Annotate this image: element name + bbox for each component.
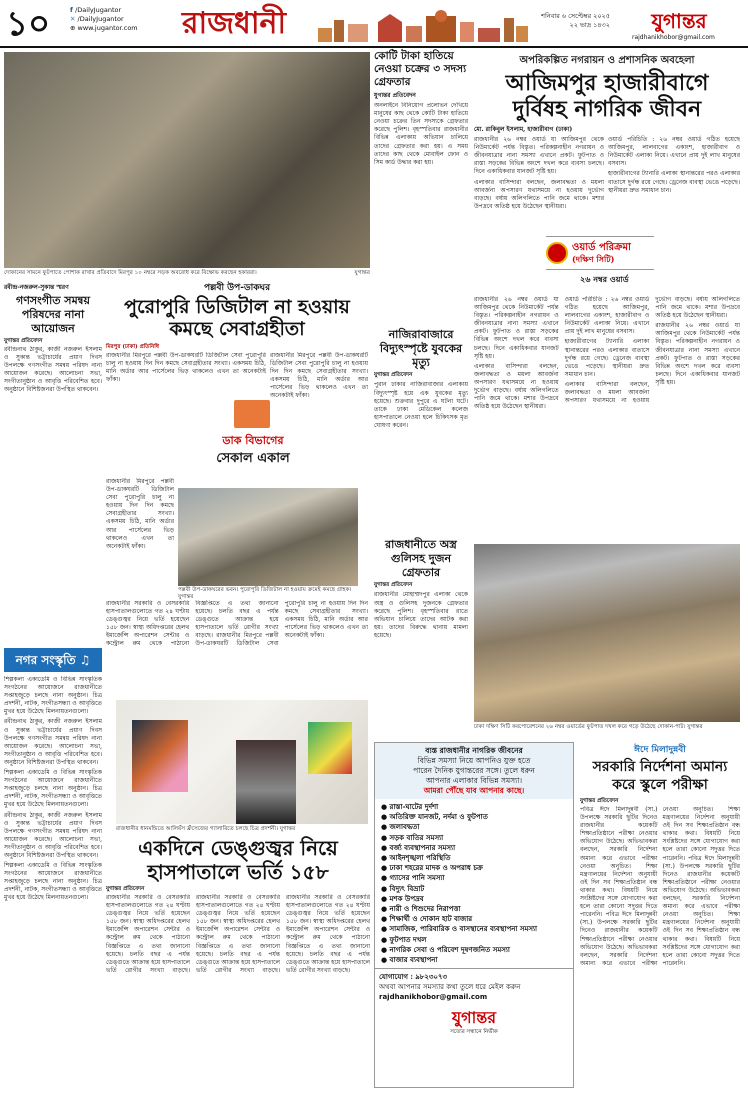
main-kicker: অপরিকল্পিত নগরায়ন ও প্রশাসনিক অবহেলা <box>519 55 695 66</box>
main-body-continued: রাজধানীর ২৬ নম্বর ওয়ার্ড যা আজিমপুর থেকে নিউমার্কেট পর্যন্ত বিস্তৃত। পরিকল্পনাহীন নগরায়ন ও জীবনযাত্রার নানা সমস্যা এখানে প্রকট। ফুটপাত ও রাস্তা সড়কের বিভিন্ন অংশে দখল করে ব্যবসা চলছে। দিনে একাধিকবার যানজট সৃষ্টি হয়। এলাকার বাসিন্দারা বলছেন, জলাবদ্ধতা ও ময়লা আবর্জনা অপসারণ যথাসময়ে না হওয়ায় দুর্ভোগ বাড়ছে। বর্ষায় অলিগলিতে পানি জমে থাকে। মশার উপদ্রবে অতিষ্ঠ হয়ে উঠেছেন স্থানীয়রা। ওয়ার্ড পরিচিতি : ২৬ নম্বর ওয়ার্ড গঠিত হয়েছে আজিমপুর, লালবাগের একাংশ, হাজারীবাগ ও নিউমার্কেট এলাকা নিয়ে। এখানে প্রায় দুই লাখ মানুষের বসবাস। হাজারীবাগের ট্যানারি এলাকা স্থানান্তরের পরও এলাকার বাতাসে দুর্গন্ধ রয়ে গেছে। ড্রেনেজ ব্যবস্থা ভেঙে পড়েছে। স্থানীয়রা দ্রুত সমাধান চান। এলাকার বাসিন্দারা বলছেন, জলাবদ্ধতা ও ময়লা আবর্জনা অপসারণ যথাসময়ে না হওয়ায় দুর্ভোগ বাড়ছে। বর্ষায় অলিগলিতে পানি জমে থাকে। মশার উপদ্রবে অতিষ্ঠ হয়ে উঠেছেন স্থানীয়রা। রাজধানীর ২৬ নম্বর ওয়ার্ড যা আজিমপুর থেকে নিউমার্কেট পর্যন্ত বিস্তৃত। পরিকল্পনাহীন নগরায়ন ও জীবনযাত্রার নানা সমস্যা এখানে প্রকট। ফুটপাত ও রাস্তা সড়কের বিভিন্ন অংশে দখল করে ব্যবসা চলছে। দিনে একাধিকবার যানজট সৃষ্টি হয়। <box>474 296 740 411</box>
main-body-2: এলাকার বাসিন্দারা বলছেন, জলাবদ্ধতা ও ময়লা আবর্জনা অপসারণ যথাসময়ে না হওয়ায় দুর্ভোগ বাড়ছে। বর্ষায় অলিগলিতে পানি জমে থাকে। মশার উপদ্রবে অতিষ্ঠ হয়ে উঠেছেন স্থানীয়রা। <box>474 178 604 210</box>
header-email: rajdhanikhobor@gmail.com <box>632 34 715 41</box>
header-divider <box>0 46 748 48</box>
gano-headline: গণসংগীত সমন্বয় পরিষদের নানা আয়োজন <box>16 294 90 336</box>
list-item: ● বিদ্যুৎ বিভ্রাট <box>381 883 425 893</box>
guns-headline: রাজধানীতে অস্ত্র গুলিসহ দুজন গ্রেফতার <box>385 538 457 579</box>
post-body: রাজধানীর মিরপুরে পল্লবী উপ-ডাকঘরটি ডিজিটাল সেবা পুরোপুরি চালু না হওয়ায় দিন দিন কমছে সেবাগ্রহীতার সংখ্যা। একসময় চিঠি, মানি অর্ডার আর পার্সেলের ভিড় থাকলেও এখন তা অনেকটাই ফাঁকা। <box>106 352 266 384</box>
main-body-3: ওয়ার্ড পরিচিতি : ২৬ নম্বর ওয়ার্ড গঠিত হয়েছে আজিমপুর, লালবাগের একাংশ, হাজারীবাগ ও নিউমার্কেট এলাকা নিয়ে। এখানে প্রায় দুই লাখ মানুষের বসবাস। <box>608 136 740 168</box>
page-number: ১০ <box>6 4 51 44</box>
facebook-link[interactable]: f /DailyJugantor <box>70 6 122 14</box>
post-body-2: রাজধানীর মিরপুরে পল্লবী উপ-ডাকঘরটি ডিজিটাল সেবা পুরোপুরি চালু না হওয়ায় দিন দিন কমছে সেবাগ্রহীতার সংখ্যা। একসময় চিঠি, মানি অর্ডার আর পার্সেলের ভিড় থাকলেও এখন তা অনেকটাই ফাঁকা। <box>270 352 368 400</box>
main-byline: মো. রাকিবুল ইসলাম, হাজারীবাগ (ঢাকা) <box>474 126 573 133</box>
list-item: ● রাস্তা-ঘাটের দুর্দশা <box>381 802 439 811</box>
school-byline: যুগান্তর প্রতিবেদন <box>580 798 619 804</box>
post-office-icon <box>234 400 270 428</box>
list-item: ● ফুটপাত দখল <box>381 934 427 944</box>
sanskriti-banner: নগর সংস্কৃতি ♫ <box>4 648 102 672</box>
protest-photo-caption: দোকানের সামনে ফুটপাতে পোশাক রাখার প্রতিবাদে মিরপুর ১০ নম্বরে সড়ক অবরোধ করে বিক্ষোভ করছেন হকাররা। যুগান্তর <box>4 270 370 276</box>
list-item: ● বাজার ব্যবস্থাপনা <box>381 955 438 965</box>
list-item: ● শিক্ষার্থী ও দোকান হাট বাজার <box>381 914 473 924</box>
dengue-headline: একদিনে ডেঙ্গুজ্বর নিয়ে হাসপাতালে ভর্তি ১৫৮ <box>138 836 338 884</box>
list-item: ● ঢাকা শহরের মাদক ও অপরাধ চক্র <box>381 863 483 873</box>
sanskriti-body: শিল্পকলা একাডেমি ও বিভিন্ন সাংস্কৃতিক সংগঠনের আয়োজনে রাজধানীতে সপ্তাহজুড়ে চলছে নানা অনুষ্ঠান। চিত্র প্রদর্শনী, নাটক, সংগীতসন্ধ্যা ও আবৃত্তিতে মুখর হয়ে উঠেছে মিলনায়তনগুলো। রবীন্দ্রনাথ ঠাকুর, কাজী নজরুল ইসলাম ও সুকান্ত ভট্টাচার্যের প্রয়াণ দিবস উপলক্ষে গণসংগীত সমন্বয় পরিষদ নানা আয়োজন করেছে। আলোচনা সভা, সংগীতানুষ্ঠান ও আবৃত্তি পরিবেশিত হবে। অনুষ্ঠানে বিশিষ্টজনরা উপস্থিত থাকবেন। শিল্পকলা একাডেমি ও বিভিন্ন সাংস্কৃতিক সংগঠনের আয়োজনে রাজধানীতে সপ্তাহজুড়ে চলছে নানা অনুষ্ঠান। চিত্র প্রদর্শনী, নাটক, সংগীতসন্ধ্যা ও আবৃত্তিতে মুখর হয়ে উঠেছে মিলনায়তনগুলো। রবীন্দ্রনাথ ঠাকুর, কাজী নজরুল ইসলাম ও সুকান্ত ভট্টাচার্যের প্রয়াণ দিবস উপলক্ষে গণসংগীত সমন্বয় পরিষদ নানা আয়োজন করেছে। আলোচনা সভা, সংগীতানুষ্ঠান ও আবৃত্তি পরিবেশিত হবে। অনুষ্ঠানে বিশিষ্টজনরা উপস্থিত থাকবেন। শিল্পকলা একাডেমি ও বিভিন্ন সাংস্কৃতিক সংগঠনের আয়োজনে রাজধানীতে সপ্তাহজুড়ে চলছে নানা অনুষ্ঠান। চিত্র প্রদর্শনী, নাটক, সংগীতসন্ধ্যা ও আবৃত্তিতে মুখর হয়ে উঠেছে মিলনায়তনগুলো। <box>4 676 102 902</box>
list-item: ● সামাজিক, পারিবারিক ও বাসস্থানের ব্যবস্থাপনা সমস্যা <box>381 924 538 934</box>
section-title: রাজধানী <box>182 6 287 41</box>
callout-intro: ব্যস্ত রাজধানীর নাগরিক জীবনের বিভিন্ন সমস্যা নিয়ে আপনিও যুক্ত হতে পারেন দৈনিক যুগান্তরের সঙ্গে। তুলে ধরুন আপনার এলাকার বিভিন্ন সমস্যা। আমরা পৌঁছে যাব আপনার কাছে। <box>375 743 573 799</box>
death-headline: নাজিরাবাজারে বিদ্যুৎস্পৃষ্টে যুবকের মৃত্যু <box>379 328 463 369</box>
list-item: ● আইনশৃঙ্খলা পরিস্থিতি <box>381 853 451 863</box>
arrest-byline: যুগান্তর প্রতিবেদন <box>374 92 416 99</box>
list-item: ● মশক উপদ্রব <box>381 893 424 903</box>
school-headline: সরকারি নির্দেশনা অমান্য করে স্কুলে পরীক্ষা <box>592 759 728 793</box>
death-byline: যুগান্তর প্রতিবেদন <box>374 372 413 378</box>
ward-photo-caption: ঢাকা দক্ষিণ সিটি করপোরেশনের ২৬ নম্বর ওয়ার্ডের ফুটপাত দখল করে গড়ে উঠেছে দোকান-পাট। যুগান্তর <box>474 724 703 730</box>
dengue-byline: যুগান্তর প্রতিবেদন <box>106 886 145 892</box>
gano-body: রবীন্দ্রনাথ ঠাকুর, কাজী নজরুল ইসলাম ও সুকান্ত ভট্টাচার্যের প্রয়াণ দিবস উপলক্ষে গণসংগীত সমন্বয় পরিষদ নানা আয়োজন করেছে। আলোচনা সভা, সংগীতানুষ্ঠান ও আবৃত্তি পরিবেশিত হবে। অনুষ্ঠানে বিশিষ্টজনরা উপস্থিত থাকবেন। <box>4 345 102 393</box>
callout-contact: যোগাযোগ : ৯৮২৩০৭৩ অথবা আপনার সমস্যার কথা তুলে ধরে মেইল করুন rajdhanikhobor@gmail.com <box>375 968 573 1005</box>
reader-callout-box <box>374 742 574 1088</box>
post-body-4: রাজধানীর সরকারি ও বেসরকারি হাসপাতালগুলোতে গত ২৪ ঘণ্টায় ডেঙ্গুজ্বর নিয়ে ভর্তি হয়েছেন ১৫৮ জন। স্বাস্থ্য অধিদপ্তরের হেলথ ইমার্জেন্সি অপারেশন সেন্টার ও কন্ট্রোল রুম থেকে পাঠানো বিজ্ঞপ্তিতে এ তথ্য জানানো হয়েছে। চলতি বছর এ পর্যন্ত ডেঙ্গুতে আক্রান্ত হয়ে হাসপাতালে ভর্তি রোগীর সংখ্যা বাড়ছে। রাজধানীর মিরপুরে পল্লবী উপ-ডাকঘরটি ডিজিটাল সেবা পুরোপুরি চালু না হওয়ায় দিন দিন কমছে সেবাগ্রহীতার সংখ্যা। একসময় চিঠি, মানি অর্ডার আর পার্সেলের ভিড় থাকলেও এখন তা অনেকটাই ফাঁকা। <box>106 600 368 648</box>
contact-email[interactable]: rajdhanikhobor@gmail.com <box>379 993 488 1002</box>
arrest-body: অনলাইনে বিনিয়োগ প্রলোভন দেখিয়ে মানুষের কাছ থেকে কোটি টাকা হাতিয়ে নেওয়া চক্রের তিন সদস্যকে গ্রেফতার করেছে পুলিশ। বৃহস্পতিবার রাজধানীর বিভিন্ন এলাকায় অভিযান চালিয়ে তাদের গ্রেফতার করা হয়। এ সময় তাদের কাছ থেকে মোবাইল ফোন ও সিম কার্ড উদ্ধার করা হয়। <box>374 102 468 166</box>
list-item: ● জলাবদ্ধতা <box>381 822 420 832</box>
jugantor-logo: যুগান্তর <box>651 9 707 33</box>
list-item: ● নাগরিক সেবা ও পরিবেশ দূষণজনিত সমস্যা <box>381 944 510 954</box>
twitter-link[interactable]: ✕ /DailyJugantor <box>70 15 124 23</box>
callout-footer-logo: যুগান্তর সত্যের সন্ধানে নির্ভীক <box>450 1008 498 1035</box>
list-item: ● অতিরিক্ত যানজট, নর্দমা ও ফুটপাত <box>381 812 488 822</box>
main-body-1: রাজধানীর ২৬ নম্বর ওয়ার্ড যা আজিমপুর থেকে নিউমার্কেট পর্যন্ত বিস্তৃত। পরিকল্পনাহীন নগরায়ন ও জীবনযাত্রার নানা সমস্যা এখানে প্রকট। ফুটপাত ও রাস্তা সড়কের বিভিন্ন অংশে দখল করে ব্যবসা চলছে। দিনে একাধিকবার যানজট সৃষ্টি হয়। <box>474 136 604 176</box>
dhaka-skyline-illustration <box>318 8 528 42</box>
ward-number: ২৬ নম্বর ওয়ার্ড <box>580 274 629 284</box>
website-link[interactable]: ⊕ www.jugantor.com <box>70 24 138 32</box>
post-headline: পুরোপুরি ডিজিটাল না হওয়ায় কমছে সেবাগ্রহীতা <box>124 296 350 340</box>
callout-problem-list <box>375 799 573 968</box>
date-line: শনিবার ৬ সেপ্টেম্বর ২০২৫ ২২ ভাদ্র ১৪৩২ <box>541 12 610 29</box>
city-emblem-icon <box>546 242 568 264</box>
globe-icon: ⊕ <box>70 24 78 32</box>
gano-kicker: রবীন্দ্র-নজরুল-সুকান্ত স্মরণ <box>4 284 69 291</box>
arrest-headline: কোটি টাকা হাতিয়ে নেওয়া চক্রের ৩ সদস্য গ্রেফতার <box>374 50 467 88</box>
death-story <box>374 328 468 551</box>
painting <box>132 720 188 792</box>
list-item: ● নারী ও শিশুদের নিরাপত্তা <box>381 904 461 914</box>
social-links <box>70 6 138 33</box>
contact-phone[interactable]: ৯৮২৩০৭৩ <box>415 972 448 982</box>
death-body: পুরান ঢাকার নাজিরাবাজার এলাকায় বিদ্যুৎস্পৃষ্ট হয়ে এক যুবকের মৃত্যু হয়েছে। শুক্রবার দুপুরে এ ঘটনা ঘটে। তাকে ঢাকা মেডিকেল কলেজ হাসপাতালে নেওয়া হলে চিকিৎসক মৃত ঘোষণা করেন। <box>374 381 468 429</box>
guns-body: রাজধানীর মোহাম্মদপুর এলাকা থেকে অস্ত্র ও গুলিসহ দুজনকে গ্রেফতার করেছে পুলিশ। বৃহস্পতিবার রাতে অভিযান চালিয়ে তাদের আটক করা হয়। তাদের বিরুদ্ধে থানায় মামলা হয়েছে। <box>374 591 468 639</box>
visitors <box>236 740 296 824</box>
post-byline: মিরপুর (ঢাকা) প্রতিনিধি <box>106 344 159 350</box>
art-photo-caption: রাজধানীর ধানমন্ডিতে আলিয়ঁস ফ্রঁসেজের গ্যালারিতে চলছে চিত্র প্রদর্শনী। যুগান্তর <box>116 826 296 832</box>
list-item: ● বর্জ্য ব্যবস্থাপনার সমস্যা <box>381 842 456 852</box>
twitter-icon: ✕ <box>70 15 78 23</box>
post-photo-caption: পল্লবী উপ-ডাকঘরের ভবন। পুরোপুরি ডিজিটাল না হওয়ায় ক্রমেই কমছে গ্রাহক। যুগান্তর <box>178 587 352 600</box>
post-kicker: পল্লবী উপ-ডাকঘর <box>203 283 271 293</box>
dengue-body: রাজধানীর সরকারি ও বেসরকারি হাসপাতালগুলোতে গত ২৪ ঘণ্টায় ডেঙ্গুজ্বর নিয়ে ভর্তি হয়েছেন ১৫৮ জন। স্বাস্থ্য অধিদপ্তরের হেলথ ইমার্জেন্সি অপারেশন সেন্টার ও কন্ট্রোল রুম থেকে পাঠানো বিজ্ঞপ্তিতে এ তথ্য জানানো হয়েছে। চলতি বছর এ পর্যন্ত ডেঙ্গুতে আক্রান্ত হয়ে হাসপাতালে ভর্তি রোগীর সংখ্যা বাড়ছে। রাজধানীর সরকারি ও বেসরকারি হাসপাতালগুলোতে গত ২৪ ঘণ্টায় ডেঙ্গুজ্বর নিয়ে ভর্তি হয়েছেন ১৫৮ জন। স্বাস্থ্য অধিদপ্তরের হেলথ ইমার্জেন্সি অপারেশন সেন্টার ও কন্ট্রোল রুম থেকে পাঠানো বিজ্ঞপ্তিতে এ তথ্য জানানো হয়েছে। চলতি বছর এ পর্যন্ত ডেঙ্গুতে আক্রান্ত হয়ে হাসপাতালে ভর্তি রোগীর সংখ্যা বাড়ছে। রাজধানীর সরকারি ও বেসরকারি হাসপাতালগুলোতে গত ২৪ ঘণ্টায় ডেঙ্গুজ্বর নিয়ে ভর্তি হয়েছেন ১৫৮ জন। স্বাস্থ্য অধিদপ্তরের হেলথ ইমার্জেন্সি অপারেশন সেন্টার ও কন্ট্রোল রুম থেকে পাঠানো বিজ্ঞপ্তিতে এ তথ্য জানানো হয়েছে। চলতি বছর এ পর্যন্ত ডেঙ্গুতে আক্রান্ত হয়ে হাসপাতালে ভর্তি রোগীর সংখ্যা বাড়ছে। <box>106 894 370 974</box>
ward-badge: ওয়ার্ড পরিক্রমা (দক্ষিণ সিটি) <box>546 236 654 270</box>
gano-story <box>4 284 102 576</box>
list-item: ● সড়ক বাতির সমস্যা <box>381 832 444 842</box>
school-kicker: ঈদে মিলাদুন্নবী <box>634 745 686 755</box>
painting <box>308 722 352 774</box>
gano-byline: যুগান্তর প্রতিবেদন <box>4 338 43 345</box>
ward-footpath-photo <box>474 544 740 722</box>
main-headline: আজিমপুর হাজারীবাগে দুর্বিষহ নাগরিক জীবন <box>505 70 709 122</box>
facebook-icon: f <box>70 6 76 14</box>
post-office-photo <box>178 488 358 586</box>
guns-byline: যুগান্তর প্রতিবেদন <box>374 582 413 588</box>
list-item: ● গ্যাসের পানি সমস্যা <box>381 873 445 883</box>
post-body-3: রাজধানীর মিরপুরে পল্লবী উপ-ডাকঘরটি ডিজিটাল সেবা পুরোপুরি চালু না হওয়ায় দিন দিন কমছে সেবাগ্রহীতার সংখ্যা। একসময় চিঠি, মানি অর্ডার আর পার্সেলের ভিড় থাকলেও এখন তা অনেকটাই ফাঁকা। <box>106 478 174 550</box>
main-body-4: হাজারীবাগের ট্যানারি এলাকা স্থানান্তরের পরও এলাকার বাতাসে দুর্গন্ধ রয়ে গেছে। ড্রেনেজ ব্যবস্থা ভেঙে পড়েছে। স্থানীয়রা দ্রুত সমাধান চান। <box>608 170 740 194</box>
school-body: পবিত্র ঈদে মিলাদুন্নবী (সা.) উপলক্ষে সরকারি ছুটির দিনেও রাজধানীর কয়েকটি শিক্ষাপ্রতিষ্ঠানে পরীক্ষা নেওয়ার অভিযোগ উঠেছে। অভিভাবকরা বলছেন, সরকারি নির্দেশনা অমান্য করে এভাবে পরীক্ষা নেওয়া অনুচিত। শিক্ষা মন্ত্রণালয়ের নির্দেশনা অনুযায়ী ওই দিন সব শিক্ষাপ্রতিষ্ঠান বন্ধ থাকার কথা। বিষয়টি নিয়ে সংশ্লিষ্টদের সঙ্গে যোগাযোগ করা হলে তারা কোনো সদুত্তর দিতে পারেননি। পবিত্র ঈদে মিলাদুন্নবী (সা.) উপলক্ষে সরকারি ছুটির দিনেও রাজধানীর কয়েকটি শিক্ষাপ্রতিষ্ঠানে পরীক্ষা নেওয়ার অভিযোগ উঠেছে। অভিভাবকরা বলছেন, সরকারি নির্দেশনা অমান্য করে এভাবে পরীক্ষা নেওয়া অনুচিত। শিক্ষা মন্ত্রণালয়ের নির্দেশনা অনুযায়ী ওই দিন সব শিক্ষাপ্রতিষ্ঠান বন্ধ থাকার কথা। বিষয়টি নিয়ে সংশ্লিষ্টদের সঙ্গে যোগাযোগ করা হলে তারা কোনো সদুত্তর দিতে পারেননি। পবিত্র ঈদে মিলাদুন্নবী (সা.) উপলক্ষে সরকারি ছুটির দিনেও রাজধানীর কয়েকটি শিক্ষাপ্রতিষ্ঠানে পরীক্ষা নেওয়ার অভিযোগ উঠেছে। অভিভাবকরা বলছেন, সরকারি নির্দেশনা অমান্য করে এভাবে পরীক্ষা নেওয়া অনুচিত। শিক্ষা মন্ত্রণালয়ের নির্দেশনা অনুযায়ী ওই দিন সব শিক্ষাপ্রতিষ্ঠান বন্ধ থাকার কথা। বিষয়টি নিয়ে সংশ্লিষ্টদের সঙ্গে যোগাযোগ করা হলে তারা কোনো সদুত্তর দিতে পারেননি। <box>580 806 740 967</box>
post-graphic-sub: সেকাল একাল <box>216 451 290 466</box>
protest-photo <box>4 52 370 268</box>
post-graphic-title: ডাক বিভাগের <box>222 434 284 447</box>
music-icon: ♫ <box>79 652 91 667</box>
art-exhibition-photo <box>116 700 368 824</box>
